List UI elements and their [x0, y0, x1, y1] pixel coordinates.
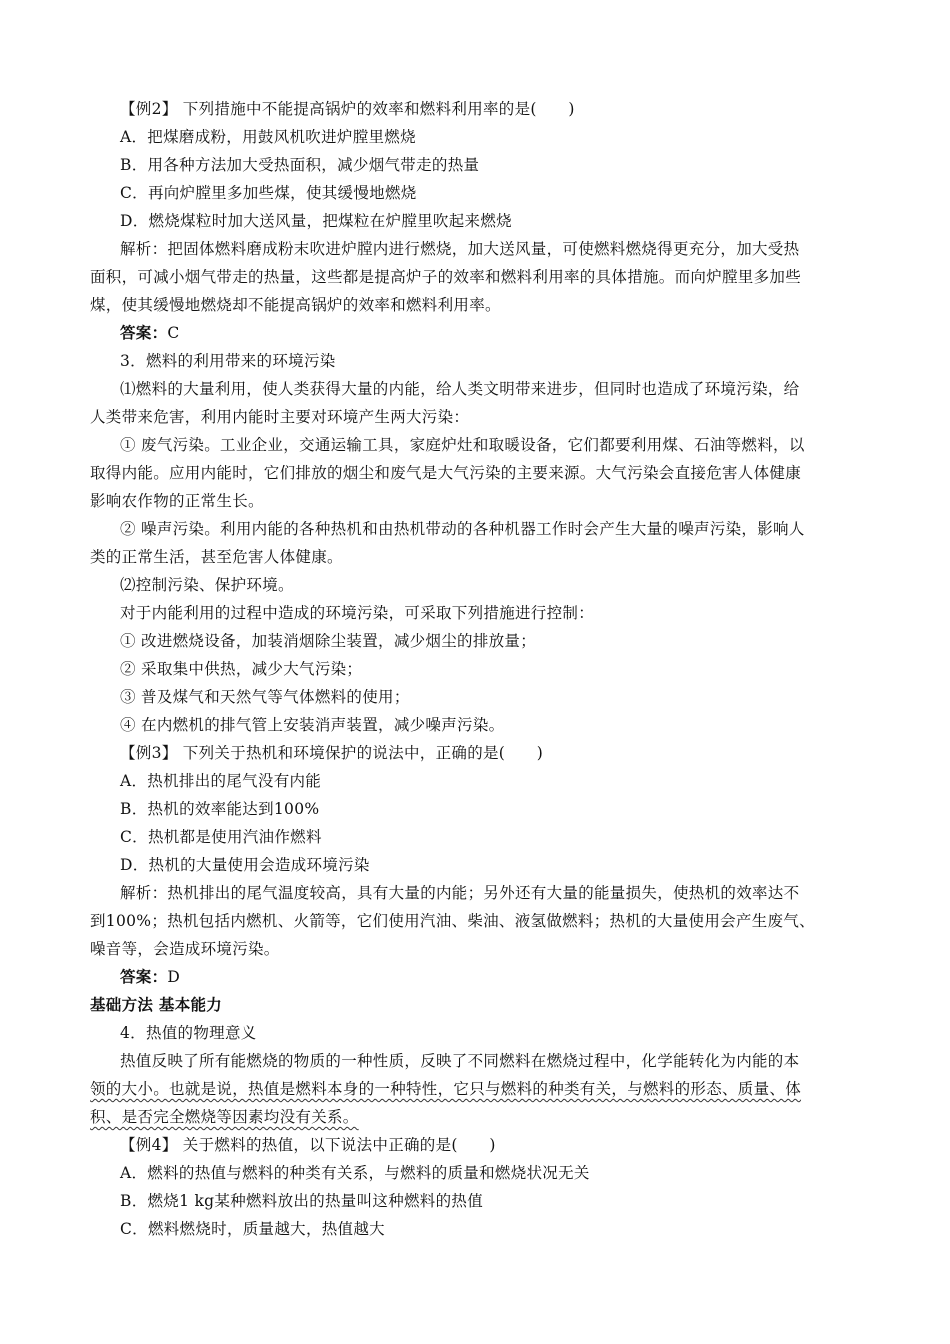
example-3-option-b: B．热机的效率能达到100%	[120, 800, 320, 818]
section-heading-basic-methods: 基础方法 基本能力	[90, 995, 223, 1014]
example-2-analysis-line-3: 煤，使其缓慢地燃烧却不能提高锅炉的效率和燃料利用率。	[90, 296, 501, 314]
answer-label: 答案：	[120, 323, 168, 342]
control-measure-1: ① 改进燃烧设备，加装消烟除尘装置，减少烟尘的排放量；	[120, 632, 537, 650]
heat-value-para-line-2-text: 领的大小。也就是说，热值是燃料本身的一种特性，它只与燃料的种类有关，与燃料的形态、质量、体	[90, 1080, 802, 1098]
example-4-option-b: B．燃烧1 kg某种燃料放出的热量叫这种燃料的热值	[120, 1192, 483, 1210]
document-page	[90, 95, 870, 1243]
example-3-analysis-line-3: 噪音等，会造成环境污染。	[90, 940, 280, 958]
example-3-question: 【例3】 下列关于热机和环境保护的说法中，正确的是( )	[120, 744, 544, 762]
example-2-option-b: B．用各种方法加大受热面积，减少烟气带走的热量	[120, 156, 480, 174]
waste-gas-pollution-line-3: 影响农作物的正常生长。	[90, 492, 264, 510]
example-3-analysis-line-2: 到100%；热机包括内燃机、火箭等，它们使用汽油、柴油、液氢做燃料；热机的大量使用会产生废气、	[90, 912, 815, 930]
example-3-option-a: A．热机排出的尾气没有内能	[120, 772, 322, 790]
example-2-analysis-line-2: 面积，可减小烟气带走的热量，这些都是提高炉子的效率和燃料利用率的具体措施。而向炉膛里多加些	[90, 268, 802, 286]
example-2-option-a: A．把煤磨成粉，用鼓风机吹进炉膛里燃烧	[120, 128, 416, 146]
heat-value-para-line-1: 热值反映了所有能燃烧的物质的一种性质，反映了不同燃料在燃烧过程中，化学能转化为内能的本	[120, 1052, 800, 1070]
control-measure-2: ② 采取集中供热，减少大气污染；	[120, 660, 363, 678]
heat-value-para-line-3-text: 积、是否完全燃烧等因素均没有关系。	[90, 1108, 359, 1126]
answer-value: D	[167, 968, 181, 986]
answer-value: C	[167, 324, 180, 342]
example-4-option-c: C．燃料燃烧时，质量越大，热值越大	[120, 1220, 385, 1238]
noise-pollution-line-1: ② 噪声污染。利用内能的各种热机和由热机带动的各种机器工作时会产生大量的噪声污染，影响人	[120, 520, 805, 538]
section-3-para-1-line-1: ⑴燃料的大量利用，使人类获得大量的内能，给人类文明带来进步，但同时也造成了环境污染，给	[120, 380, 800, 398]
example-2-analysis-line-1: 解析：把固体燃料磨成粉末吹进炉膛内进行燃烧，加大送风量，可使燃料燃烧得更充分，加大受热	[120, 240, 800, 258]
section-3-heading: 3．燃料的利用带来的环境污染	[120, 352, 336, 370]
example-2-option-c: C．再向炉膛里多加些煤，使其缓慢地燃烧	[120, 184, 417, 202]
example-2-option-d: D．燃烧煤粒时加大送风量，把煤粒在炉膛里吹起来燃烧	[120, 212, 512, 230]
heat-value-para-line-3	[90, 1103, 870, 1131]
example-4-question: 【例4】 关于燃料的热值，以下说法中正确的是( )	[120, 1136, 496, 1154]
control-measure-3: ③ 普及煤气和天然气等气体燃料的使用；	[120, 688, 410, 706]
waste-gas-pollution-line-1: ① 废气污染。工业企业，交通运输工具，家庭炉灶和取暖设备，它们都要利用煤、石油等燃料，以	[120, 436, 805, 454]
answer-label: 答案：	[120, 967, 168, 986]
example-2-question: 【例2】 下列措施中不能提高锅炉的效率和燃料利用率的是( )	[120, 100, 575, 118]
heat-value-para-line-2	[90, 1075, 870, 1103]
example-4-option-a: A．燃料的热值与燃料的种类有关系，与燃料的质量和燃烧状况无关	[120, 1164, 590, 1182]
control-measures-intro: 对于内能利用的过程中造成的环境污染，可采取下列措施进行控制：	[120, 604, 595, 622]
example-3-analysis-line-1: 解析：热机排出的尾气温度较高，具有大量的内能；另外还有大量的能量损失，使热机的效率达不	[120, 884, 800, 902]
noise-pollution-line-2: 类的正常生活，甚至危害人体健康。	[90, 548, 343, 566]
section-4-heading: 4．热值的物理意义	[120, 1024, 257, 1042]
control-pollution-heading: ⑵控制污染、保护环境。	[120, 576, 294, 594]
waste-gas-pollution-line-2: 取得内能。应用内能时，它们排放的烟尘和废气是大气污染的主要来源。大气污染会直接危害人体健康	[90, 464, 802, 482]
control-measure-4: ④ 在内燃机的排气管上安装消声装置，减少噪声污染。	[120, 716, 505, 734]
example-2-answer	[90, 319, 870, 347]
example-3-answer	[90, 963, 870, 991]
example-3-option-d: D．热机的大量使用会造成环境污染	[120, 856, 370, 874]
section-3-para-1-line-2: 人类带来危害，利用内能时主要对环境产生两大污染：	[90, 408, 470, 426]
example-3-option-c: C．热机都是使用汽油作燃料	[120, 828, 322, 846]
